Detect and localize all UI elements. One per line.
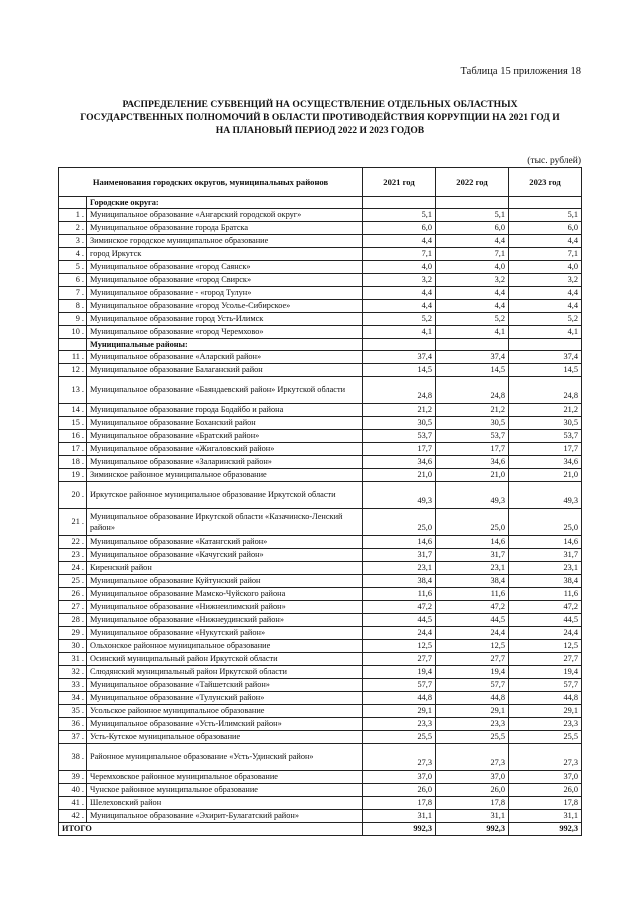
municipality-name: Муниципальное образование «Катангский район» — [87, 536, 363, 549]
value-2023: 11,6 — [509, 588, 582, 601]
table-row — [59, 588, 582, 601]
municipality-name: Муниципальное образование Мамско-Чуйского района — [87, 588, 363, 601]
row-index: 6 . — [59, 274, 87, 287]
row-index: 4 . — [59, 248, 87, 261]
row-index: 32 . — [59, 666, 87, 679]
value-2021: 26,0 — [363, 784, 436, 797]
municipality-name: Муниципальное образование Иркутской области «Казачинско-Ленский район» — [87, 509, 363, 536]
table-row — [59, 614, 582, 627]
value-2022: 4,4 — [436, 300, 509, 313]
value-2023: 26,0 — [509, 784, 582, 797]
municipality-name: Муниципальное образование города Бодайбо и района — [87, 404, 363, 417]
row-index: 21 . — [59, 509, 87, 536]
value-2021: 23,1 — [363, 562, 436, 575]
municipality-name: Муниципальное образование «Тулунский район» — [87, 692, 363, 705]
total-2021: 992,3 — [363, 823, 436, 836]
value-2021: 7,1 — [363, 248, 436, 261]
value-2022: 29,1 — [436, 705, 509, 718]
row-index: 10 . — [59, 326, 87, 339]
row-index: 19 . — [59, 469, 87, 482]
header-2021: 2021 год — [363, 168, 436, 197]
municipality-name: Муниципальное образование «Тайшетский район» — [87, 679, 363, 692]
row-index: 31 . — [59, 653, 87, 666]
table-row — [59, 653, 582, 666]
value-2022: 3,2 — [436, 274, 509, 287]
value-2021: 49,3 — [363, 482, 436, 509]
value-2022: 4,4 — [436, 235, 509, 248]
row-index: 13 . — [59, 377, 87, 404]
value-2022: 25,0 — [436, 509, 509, 536]
value-2023: 37,4 — [509, 351, 582, 364]
municipality-name: Муниципальное образование Балаганский район — [87, 364, 363, 377]
value-2023: 44,8 — [509, 692, 582, 705]
municipality-name: Муниципальное образование «Эхирит-Булагатский район» — [87, 810, 363, 823]
row-index: 39 . — [59, 771, 87, 784]
table-row — [59, 209, 582, 222]
table-row — [59, 377, 582, 404]
value-2022: 30,5 — [436, 417, 509, 430]
value-2021: 5,1 — [363, 209, 436, 222]
value-2023: 34,6 — [509, 456, 582, 469]
value-2021: 19,4 — [363, 666, 436, 679]
value-2021: 27,7 — [363, 653, 436, 666]
table-row — [59, 351, 582, 364]
municipality-name: Шелеховский район — [87, 797, 363, 810]
value-2022: 44,8 — [436, 692, 509, 705]
total-label: ИТОГО — [59, 823, 363, 836]
municipality-name: Муниципальное образование Куйтунский район — [87, 575, 363, 588]
value-2023: 12,5 — [509, 640, 582, 653]
row-index: 36 . — [59, 718, 87, 731]
value-2023: 5,1 — [509, 209, 582, 222]
value-2023: 57,7 — [509, 679, 582, 692]
document-title — [40, 98, 600, 137]
value-2023: 17,8 — [509, 797, 582, 810]
table-body — [59, 197, 582, 823]
row-index: 41 . — [59, 797, 87, 810]
value-2021: 25,5 — [363, 731, 436, 744]
municipality-name: Муниципальное образование «Братский район» — [87, 430, 363, 443]
row-index: 35 . — [59, 705, 87, 718]
value-2021: 44,5 — [363, 614, 436, 627]
value-2023: 24,4 — [509, 627, 582, 640]
value-2023: 47,2 — [509, 601, 582, 614]
table-row — [59, 718, 582, 731]
title-line-1: РАСПРЕДЕЛЕНИЕ СУБВЕНЦИЙ НА ОСУЩЕСТВЛЕНИЕ ОТДЕЛЬНЫХ ОБЛАСТНЫХ — [122, 99, 518, 110]
value-2023: 21,2 — [509, 404, 582, 417]
header-name: Наименования городских округов, муниципальных районов — [59, 168, 363, 197]
table-row — [59, 287, 582, 300]
value-2021: 4,0 — [363, 261, 436, 274]
table-row — [59, 222, 582, 235]
municipality-name: Зиминское городское муниципальное образование — [87, 235, 363, 248]
value-2022: 4,4 — [436, 287, 509, 300]
table-row — [59, 640, 582, 653]
value-2022: 23,3 — [436, 718, 509, 731]
value-2022: 23,1 — [436, 562, 509, 575]
table-row — [59, 575, 582, 588]
row-index: 12 . — [59, 364, 87, 377]
municipality-name: Черемховское районное муниципальное образование — [87, 771, 363, 784]
value-2021: 21,0 — [363, 469, 436, 482]
value-2022: 47,2 — [436, 601, 509, 614]
table-row — [59, 705, 582, 718]
section-label: Муниципальные районы: — [87, 339, 363, 351]
value-2022: 17,8 — [436, 797, 509, 810]
header-2023: 2023 год — [509, 168, 582, 197]
table-row — [59, 248, 582, 261]
value-2023: 29,1 — [509, 705, 582, 718]
value-2023: 4,4 — [509, 235, 582, 248]
row-index: 40 . — [59, 784, 87, 797]
row-index: 33 . — [59, 679, 87, 692]
value-2022: 6,0 — [436, 222, 509, 235]
value-2021: 5,2 — [363, 313, 436, 326]
value-2023: 23,1 — [509, 562, 582, 575]
value-2021: 23,3 — [363, 718, 436, 731]
municipality-name: Муниципальное образование «Ангарский городской округ» — [87, 209, 363, 222]
value-2021: 44,8 — [363, 692, 436, 705]
table-row — [59, 731, 582, 744]
municipality-name: Муниципальное образование «Аларский район» — [87, 351, 363, 364]
table-row — [59, 509, 582, 536]
value-2023: 23,3 — [509, 718, 582, 731]
title-line-2: ГОСУДАРСТВЕННЫХ ПОЛНОМОЧИЙ В ОБЛАСТИ ПРОТИВОДЕЙСТВИЯ КОРРУПЦИИ НА 2021 ГОД И — [80, 112, 560, 123]
value-2021: 11,6 — [363, 588, 436, 601]
value-2021: 38,4 — [363, 575, 436, 588]
value-2023: 4,0 — [509, 261, 582, 274]
municipality-name: Зиминское районное муниципальное образование — [87, 469, 363, 482]
value-2023: 38,4 — [509, 575, 582, 588]
value-2022: 38,4 — [436, 575, 509, 588]
row-index: 22 . — [59, 536, 87, 549]
row-index: 11 . — [59, 351, 87, 364]
value-2021: 4,1 — [363, 326, 436, 339]
municipality-name: Районное муниципальное образование «Усть-Удинский район» — [87, 744, 363, 771]
municipality-name: Муниципальное образование города Братска — [87, 222, 363, 235]
municipality-name: Муниципальное образование «Жигаловский район» — [87, 443, 363, 456]
row-index: 18 . — [59, 456, 87, 469]
value-2022: 44,5 — [436, 614, 509, 627]
row-index: 9 . — [59, 313, 87, 326]
municipality-name: Киренский район — [87, 562, 363, 575]
table-row — [59, 261, 582, 274]
section-row — [59, 339, 582, 351]
municipality-name: Муниципальное образование «город Свирск» — [87, 274, 363, 287]
value-2021: 24,4 — [363, 627, 436, 640]
municipality-name: Муниципальное образование «Нукутский район» — [87, 627, 363, 640]
table-row — [59, 784, 582, 797]
value-2022: 34,6 — [436, 456, 509, 469]
value-2022: 57,7 — [436, 679, 509, 692]
table-row — [59, 692, 582, 705]
table-row — [59, 797, 582, 810]
municipality-name: Муниципальное образование «город Усолье-Сибирское» — [87, 300, 363, 313]
value-2021: 30,5 — [363, 417, 436, 430]
value-2022: 4,0 — [436, 261, 509, 274]
municipality-name: Иркутское районное муниципальное образование Иркутской области — [87, 482, 363, 509]
value-2023: 19,4 — [509, 666, 582, 679]
municipality-name: Муниципальное образование город Усть-Илимск — [87, 313, 363, 326]
value-2021: 29,1 — [363, 705, 436, 718]
row-index: 24 . — [59, 562, 87, 575]
annex-label: Таблица 15 приложения 18 — [460, 66, 581, 77]
value-2023: 31,1 — [509, 810, 582, 823]
municipality-name: Муниципальное образование - «город Тулун» — [87, 287, 363, 300]
value-2022: 7,1 — [436, 248, 509, 261]
section-empty-cell — [436, 197, 509, 209]
value-2022: 25,5 — [436, 731, 509, 744]
value-2021: 47,2 — [363, 601, 436, 614]
municipality-name: город Иркутск — [87, 248, 363, 261]
value-2021: 31,1 — [363, 810, 436, 823]
row-index: 2 . — [59, 222, 87, 235]
value-2023: 4,4 — [509, 287, 582, 300]
row-index: 26 . — [59, 588, 87, 601]
section-index-cell — [59, 197, 87, 209]
subventions-table — [58, 167, 582, 836]
value-2021: 12,5 — [363, 640, 436, 653]
municipality-name: Муниципальное образование «Баяндаевский район» Иркутской области — [87, 377, 363, 404]
value-2023: 5,2 — [509, 313, 582, 326]
value-2021: 6,0 — [363, 222, 436, 235]
unit-label: (тыс. рублей) — [527, 156, 581, 166]
value-2021: 4,4 — [363, 235, 436, 248]
value-2022: 31,7 — [436, 549, 509, 562]
row-index: 7 . — [59, 287, 87, 300]
value-2022: 12,5 — [436, 640, 509, 653]
table-row — [59, 326, 582, 339]
table-row — [59, 274, 582, 287]
table-row — [59, 300, 582, 313]
table-row — [59, 235, 582, 248]
total-2022: 992,3 — [436, 823, 509, 836]
value-2022: 4,1 — [436, 326, 509, 339]
municipality-name: Усть-Кутское муниципальное образование — [87, 731, 363, 744]
municipality-name: Муниципальное образование «Нижнеудинский район» — [87, 614, 363, 627]
value-2023: 25,5 — [509, 731, 582, 744]
table-row — [59, 744, 582, 771]
municipality-name: Муниципальное образование «город Саянск» — [87, 261, 363, 274]
row-index: 29 . — [59, 627, 87, 640]
value-2023: 3,2 — [509, 274, 582, 287]
row-index: 38 . — [59, 744, 87, 771]
value-2023: 44,5 — [509, 614, 582, 627]
value-2023: 6,0 — [509, 222, 582, 235]
row-index: 14 . — [59, 404, 87, 417]
table-row — [59, 313, 582, 326]
value-2022: 26,0 — [436, 784, 509, 797]
title-line-3: НА ПЛАНОВЫЙ ПЕРИОД 2022 И 2023 ГОДОВ — [215, 125, 425, 136]
table-row — [59, 443, 582, 456]
table-row — [59, 679, 582, 692]
value-2021: 37,0 — [363, 771, 436, 784]
table-row — [59, 456, 582, 469]
value-2022: 14,5 — [436, 364, 509, 377]
table-row — [59, 771, 582, 784]
value-2021: 31,7 — [363, 549, 436, 562]
value-2023: 49,3 — [509, 482, 582, 509]
table-row — [59, 364, 582, 377]
section-label: Городские округа: — [87, 197, 363, 209]
row-index: 5 . — [59, 261, 87, 274]
value-2021: 21,2 — [363, 404, 436, 417]
value-2022: 27,3 — [436, 744, 509, 771]
table-row — [59, 482, 582, 509]
section-empty-cell — [436, 339, 509, 351]
section-row — [59, 197, 582, 209]
table-row — [59, 469, 582, 482]
value-2022: 27,7 — [436, 653, 509, 666]
value-2022: 37,4 — [436, 351, 509, 364]
value-2021: 4,4 — [363, 287, 436, 300]
section-empty-cell — [363, 197, 436, 209]
table-row — [59, 404, 582, 417]
total-2023: 992,3 — [509, 823, 582, 836]
value-2022: 11,6 — [436, 588, 509, 601]
value-2023: 14,5 — [509, 364, 582, 377]
value-2023: 24,8 — [509, 377, 582, 404]
section-index-cell — [59, 339, 87, 351]
row-index: 15 . — [59, 417, 87, 430]
row-index: 30 . — [59, 640, 87, 653]
value-2021: 4,4 — [363, 300, 436, 313]
value-2021: 34,6 — [363, 456, 436, 469]
value-2023: 53,7 — [509, 430, 582, 443]
value-2023: 14,6 — [509, 536, 582, 549]
table-row — [59, 562, 582, 575]
value-2022: 21,0 — [436, 469, 509, 482]
value-2023: 25,0 — [509, 509, 582, 536]
row-index: 34 . — [59, 692, 87, 705]
value-2022: 17,7 — [436, 443, 509, 456]
municipality-name: Осинский муниципальный район Иркутской области — [87, 653, 363, 666]
row-index: 27 . — [59, 601, 87, 614]
value-2021: 14,5 — [363, 364, 436, 377]
value-2023: 37,0 — [509, 771, 582, 784]
value-2021: 14,6 — [363, 536, 436, 549]
value-2022: 14,6 — [436, 536, 509, 549]
value-2022: 53,7 — [436, 430, 509, 443]
section-empty-cell — [509, 197, 582, 209]
value-2021: 3,2 — [363, 274, 436, 287]
municipality-name: Муниципальное образование «город Черемхово» — [87, 326, 363, 339]
value-2021: 25,0 — [363, 509, 436, 536]
value-2022: 31,1 — [436, 810, 509, 823]
table-row — [59, 627, 582, 640]
row-index: 42 . — [59, 810, 87, 823]
value-2023: 21,0 — [509, 469, 582, 482]
value-2023: 4,4 — [509, 300, 582, 313]
municipality-name: Муниципальное образование «Заларинский район» — [87, 456, 363, 469]
value-2021: 27,3 — [363, 744, 436, 771]
table-row — [59, 601, 582, 614]
municipality-name: Муниципальное образование «Качугский район» — [87, 549, 363, 562]
table-row — [59, 430, 582, 443]
section-empty-cell — [363, 339, 436, 351]
value-2021: 17,8 — [363, 797, 436, 810]
municipality-name: Муниципальное образование «Нижнеилимский район» — [87, 601, 363, 614]
table-row — [59, 549, 582, 562]
value-2022: 24,8 — [436, 377, 509, 404]
row-index: 20 . — [59, 482, 87, 509]
value-2023: 17,7 — [509, 443, 582, 456]
municipality-name: Слюдянский муниципальный район Иркутской области — [87, 666, 363, 679]
value-2021: 53,7 — [363, 430, 436, 443]
header-2022: 2022 год — [436, 168, 509, 197]
municipality-name: Усольское районное муниципальное образование — [87, 705, 363, 718]
value-2022: 5,2 — [436, 313, 509, 326]
row-index: 3 . — [59, 235, 87, 248]
table-header-row — [59, 168, 582, 197]
value-2022: 21,2 — [436, 404, 509, 417]
row-index: 23 . — [59, 549, 87, 562]
municipality-name: Муниципальное образование «Усть-Илимский район» — [87, 718, 363, 731]
row-index: 37 . — [59, 731, 87, 744]
row-index: 28 . — [59, 614, 87, 627]
value-2023: 27,3 — [509, 744, 582, 771]
value-2023: 7,1 — [509, 248, 582, 261]
value-2023: 4,1 — [509, 326, 582, 339]
row-index: 16 . — [59, 430, 87, 443]
value-2022: 19,4 — [436, 666, 509, 679]
municipality-name: Ольхонское районное муниципальное образование — [87, 640, 363, 653]
table-row — [59, 666, 582, 679]
value-2022: 5,1 — [436, 209, 509, 222]
value-2022: 49,3 — [436, 482, 509, 509]
table-row — [59, 536, 582, 549]
value-2023: 30,5 — [509, 417, 582, 430]
value-2023: 31,7 — [509, 549, 582, 562]
row-index: 17 . — [59, 443, 87, 456]
row-index: 25 . — [59, 575, 87, 588]
municipality-name: Чунское районное муниципальное образование — [87, 784, 363, 797]
value-2023: 27,7 — [509, 653, 582, 666]
total-row — [59, 823, 582, 836]
value-2022: 24,4 — [436, 627, 509, 640]
value-2021: 57,7 — [363, 679, 436, 692]
row-index: 8 . — [59, 300, 87, 313]
value-2021: 37,4 — [363, 351, 436, 364]
value-2022: 37,0 — [436, 771, 509, 784]
table-row — [59, 417, 582, 430]
table-row — [59, 810, 582, 823]
value-2021: 17,7 — [363, 443, 436, 456]
municipality-name: Муниципальное образование Боханский район — [87, 417, 363, 430]
row-index: 1 . — [59, 209, 87, 222]
value-2021: 24,8 — [363, 377, 436, 404]
section-empty-cell — [509, 339, 582, 351]
